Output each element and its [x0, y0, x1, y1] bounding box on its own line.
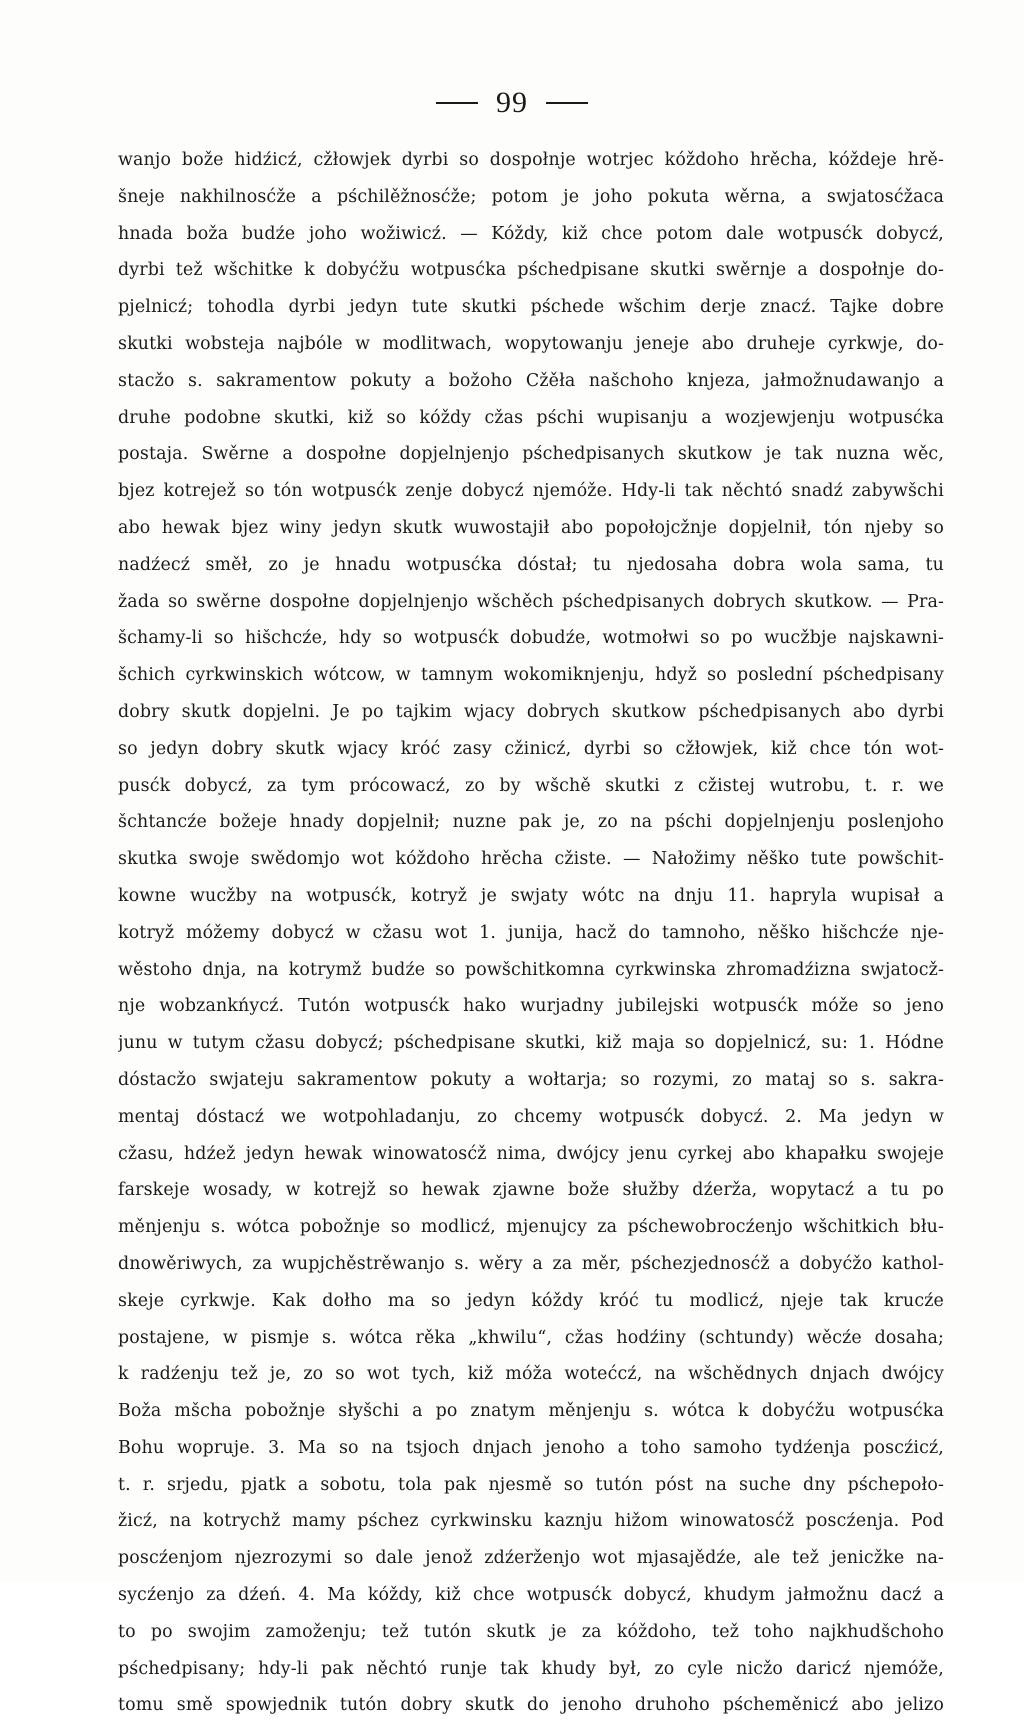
text-line: stacžo s. sakramentow pokuty a božoho Cžěła našchoho knjeza, jałmožnudawanjo a: [118, 370, 944, 391]
text-line: k radźenju tež je, zo so wot tych, kiž móža wotećcź, na wšchědnych dnjach dwójcy: [118, 1364, 944, 1385]
text-line: cžasu, hdźež jedyn hewak winowatosćž nima, dwójcy jenu cyrkej abo khapałku swojeje: [118, 1143, 944, 1164]
text-line: junu w tutym cžasu dobycź; pśchedpisane skutki, kiž maja so dopjelnicź, su: 1. Hódne: [118, 1033, 944, 1054]
text-line: druhe podobne skutki, kiž so kóždy cžas pśchi wupisanju a wozjewjenju wotpusćka: [118, 407, 944, 428]
text-line: skeje cyrkwje. Kak dołho ma so jedyn kóždy króć tu modlicź, njeje tak krucźe: [118, 1290, 944, 1311]
text-line: nadźecź směł, zo je hnadu wotpusćka dóstał; tu njedosaha dobra wola sama, tu: [118, 554, 944, 575]
text-line: sycźenjo za dźeń. 4. Ma kóždy, kiž chce wotpusćk dobycź, khudym jałmožnu dacź a: [118, 1585, 944, 1606]
text-line: žicź, na kotrychž mamy pśchez cyrkwinsku kaznju hižom winowatosćž poscźenja. Pod: [118, 1511, 944, 1532]
text-line: šchtancźe božeje hnady dopjelnił; nuzne pak je, zo na pśchi dopjelnjenju poslenjoho: [118, 812, 944, 833]
page-number: 99: [496, 86, 528, 119]
header-dash-left: [436, 102, 478, 104]
text-line: so jedyn dobry skutk wjacy króć zasy cžinicź, dyrbi so cžłowjek, kiž chce tón wot-: [118, 738, 944, 759]
text-line: dnowěriwych, za wupjchěstrěwanjo s. wěry a za měr, pśchezjednosćž a dobyćžo kathol-: [118, 1253, 944, 1274]
text-line: poscźenjom njezrozymi so dale jenož zdźerženjo wot mjasajědźe, ale tež jenicžke na-: [118, 1548, 944, 1569]
text-line: postaja. Swěrne a dospołne dopjelnjenjo pśchedpisanych skutkow je tak nuzna wěc,: [118, 444, 944, 465]
text-line: hnada boža budźe joho wožiwicź. — Kóždy, kiž chce potom dale wotpusćk dobycź,: [118, 223, 944, 244]
text-line: šchich cyrkwinskich wótcow, w tamnym wokomiknjenju, hdyž so poslední pśchedpisany: [118, 665, 944, 686]
text-line: nje wobzankńycź. Tutón wotpusćk hako wurjadny jubilejski wotpusćk móže so jeno: [118, 996, 944, 1017]
text-line: šneje nakhilnosćže a pśchilěžnosćže; potom je joho pokuta wěrna, a swjatosćžaca: [118, 186, 944, 207]
text-line: Boža mšcha pobožnje słyšchi a po znatym měnjenju s. wótca k dobyćžu wotpusćka: [118, 1401, 944, 1422]
text-line: dyrbi tež wšchitke k dobyćžu wotpusćka pśchedpisane skutki swěrnje a dospołnje do-: [118, 260, 944, 281]
text-line: skutki wobsteja najbóle w modlitwach, wopytowanju jeneje abo druheje cyrkwje, do-: [118, 333, 944, 354]
page-header: [0, 86, 1024, 120]
text-line: skutka swoje swědomjo wot kóždoho hrěcha cžiste. — Nałožimy něško tute powšchit-: [118, 849, 944, 870]
text-line: kotryž móžemy dobycź w cžasu wot 1. junija, hacž do tamnoho, něško hišchcźe nje-: [118, 922, 944, 943]
text-line: to po swojim zamoženju; tež tutón skutk je za kóždoho, tež toho najkhudšchoho: [118, 1621, 944, 1642]
text-line: mentaj dóstacź we wotpohladanju, zo chcemy wotpusćk dobycź. 2. Ma jedyn w: [118, 1106, 944, 1127]
text-line: dóstacžo swjateju sakramentow pokuty a wołtarja; so rozymi, zo mataj so s. sakra-: [118, 1069, 944, 1090]
text-line: bjez kotrejež so tón wotpusćk zenje dobycź njemóže. Hdy-li tak něchtó snadź zabywšchi: [118, 481, 944, 502]
text-line: pusćk dobycź, za tym prócowacź, zo by wšchě skutki z cžistej wutrobu, t. r. we: [118, 775, 944, 796]
body-text: [118, 142, 944, 1724]
text-line: pśchedpisany; hdy-li pak něchtó runje tak khudy był, zo cyle nicžo daricź njemóže,: [118, 1658, 944, 1679]
text-line: tomu smě spowjednik tutón dobry skutk do jenoho druhoho pścheměnicź abo jelizo: [118, 1695, 944, 1716]
text-line: wanjo bože hidźicź, cžłowjek dyrbi so dospołnje wotrjec kóždoho hrěcha, kóždeje hrě-: [118, 150, 944, 170]
text-line: Bohu wopruje. 3. Ma so na tsjoch dnjach jenoho a toho samoho tydźenja poscźicź,: [118, 1437, 944, 1458]
text-line: farskeje wosady, w kotrejž so hewak zjawne bože słužby dźerža, wopytacź a tu po: [118, 1180, 944, 1201]
text-line: žada so swěrne dospołne dopjelnjenjo wšchěch pśchedpisanych dobrych skutkow. — Pra-: [118, 591, 944, 612]
text-line: t. r. srjedu, pjatk a sobotu, tola pak njesmě so tutón póst na suche dny pśchepoło-: [118, 1474, 944, 1495]
text-line: postajene, w pismje s. wótca rěka „khwilu“, cžas hodźiny (schtundy) wěcźe dosaha;: [118, 1327, 944, 1348]
header-dash-right: [546, 102, 588, 104]
text-line: wěstoho dnja, na kotrymž budźe so powšchitkomna cyrkwinska zhromadźizna swjatocž-: [118, 959, 944, 980]
text-line: dobry skutk dopjelni. Je po tajkim wjacy dobrych skutkow pśchedpisanych abo dyrbi: [118, 701, 944, 722]
text-line: šchamy-li so hišchcźe, hdy so wotpusćk dobudźe, wotmołwi so po wucžbje najskawni-: [118, 628, 944, 649]
text-line: pjelnicź; tohodla dyrbi jedyn tute skutki pśchede wšchim derje znacź. Tajke dobre: [118, 297, 944, 318]
text-line: měnjenju s. wótca pobožnje so modlicź, mjenujcy za pśchewobrocźenjo wšchitkich błu-: [118, 1217, 944, 1238]
text-line: kowne wucžby na wotpusćk, kotryž je swjaty wótc na dnju 11. hapryla wupisał a: [118, 885, 944, 906]
text-line: abo hewak bjez winy jedyn skutk wuwostajił abo popołojcžnje dopjelnił, tón njeby so: [118, 517, 944, 538]
